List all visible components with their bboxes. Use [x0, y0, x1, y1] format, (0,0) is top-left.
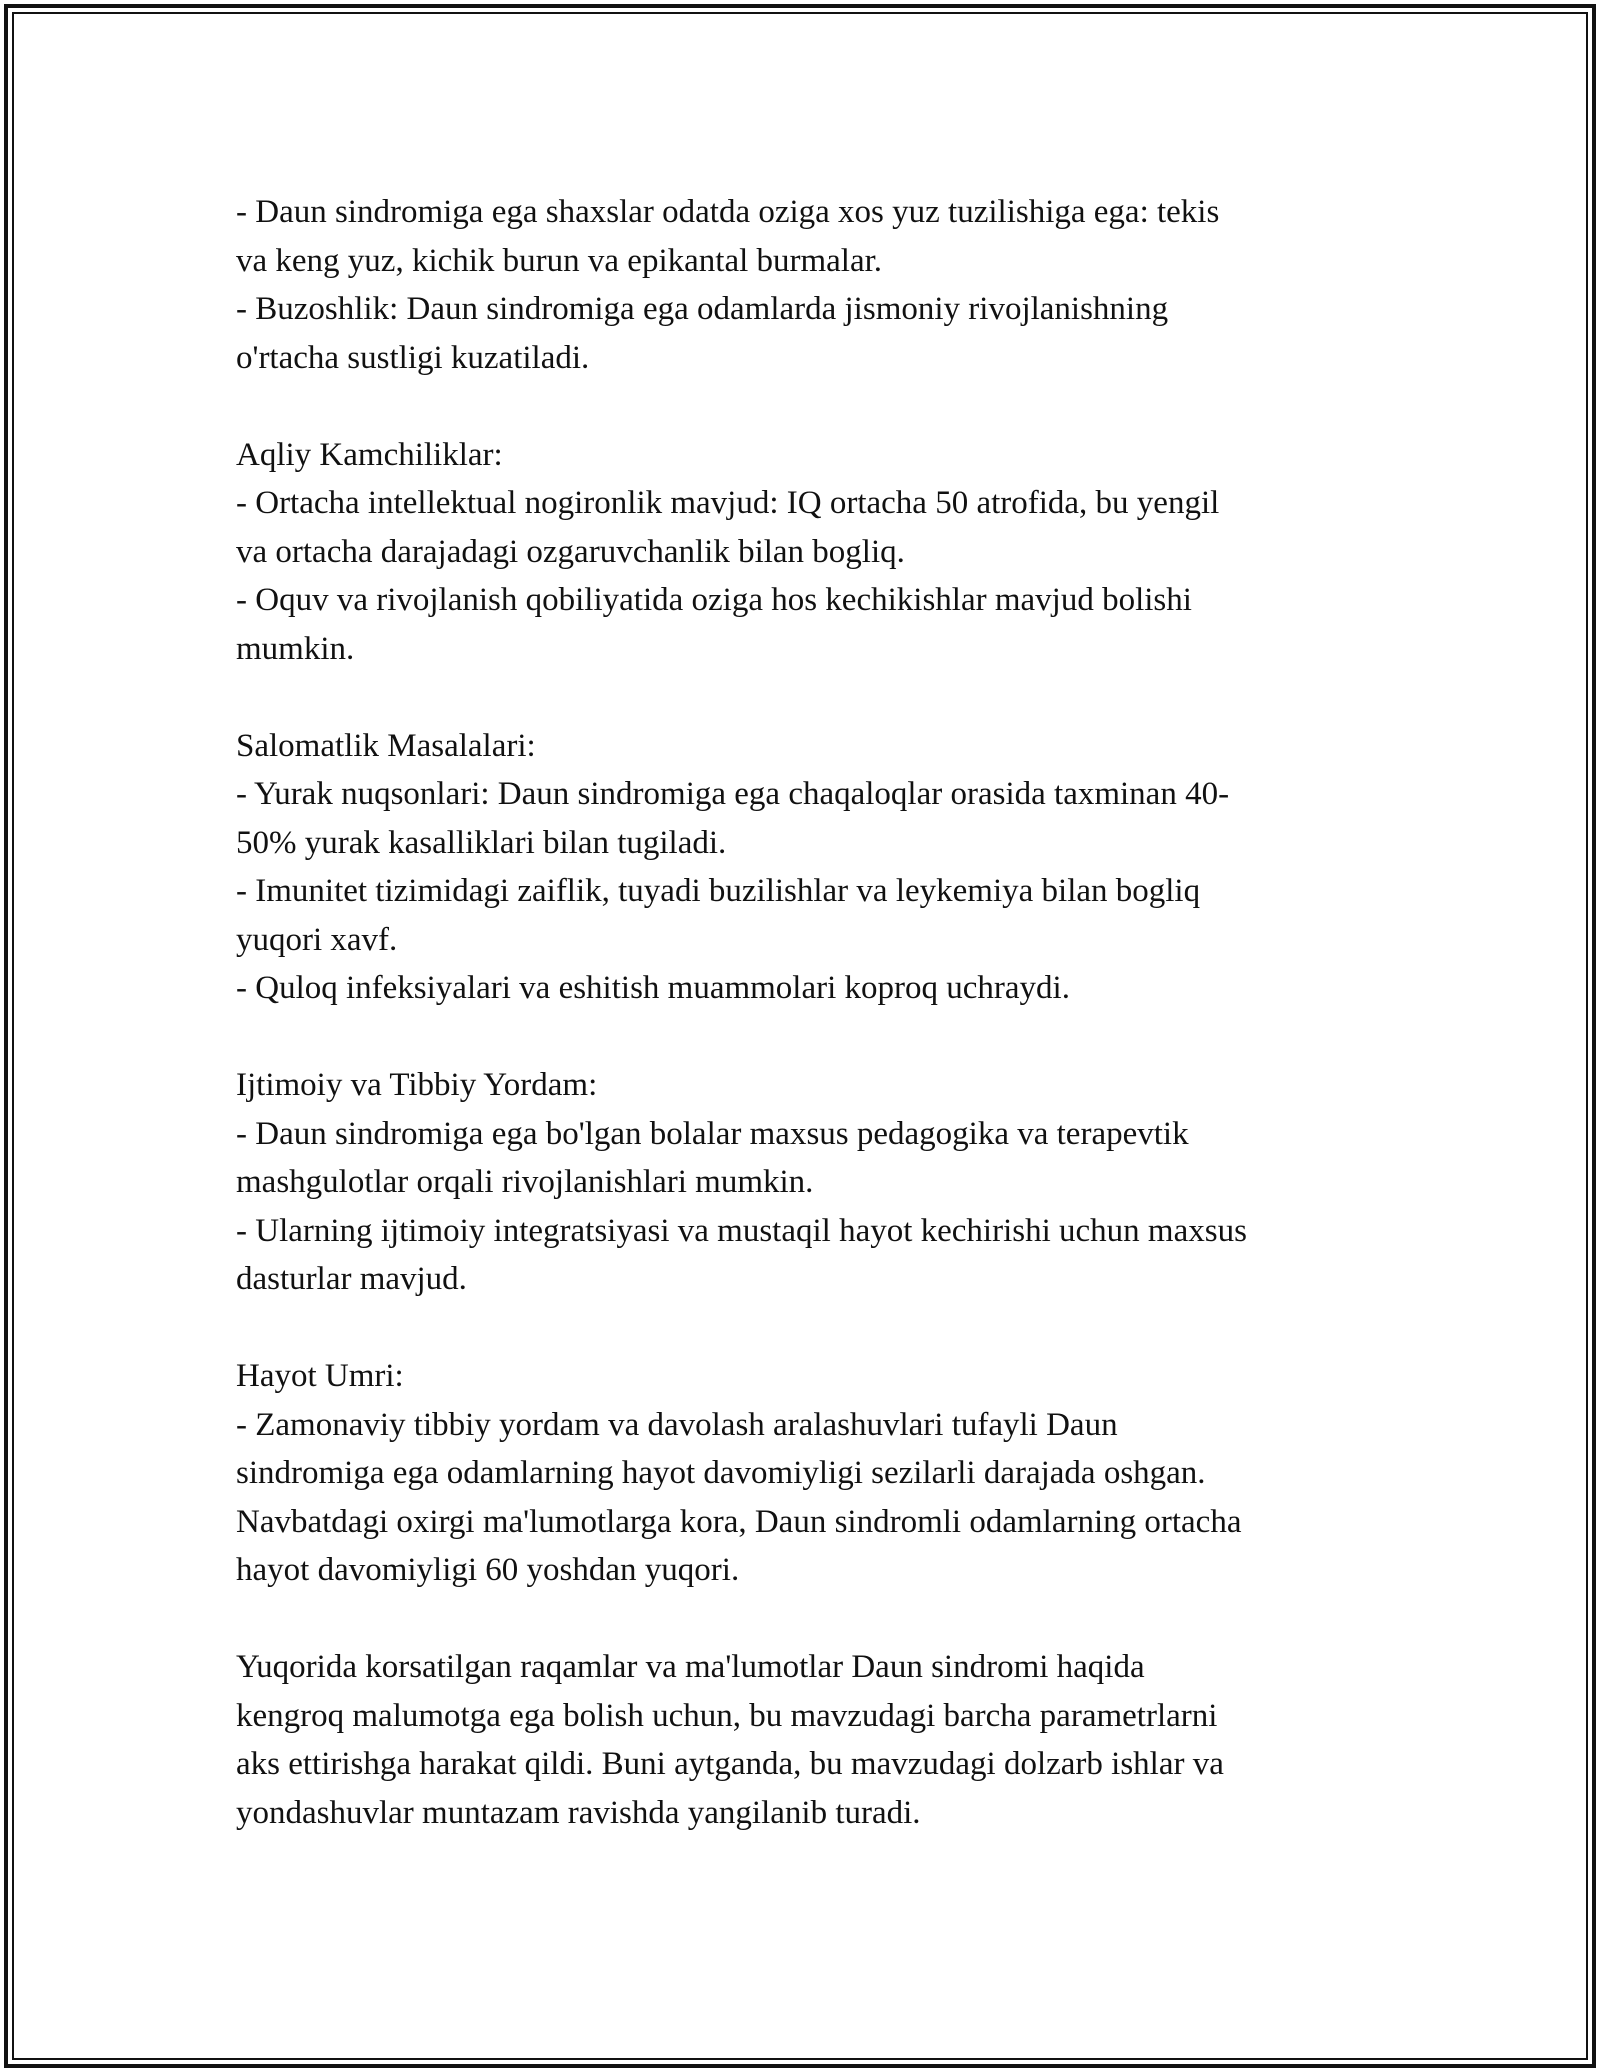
text-line: yondashuvlar muntazam ravishda yangilanib turadi. [236, 1794, 921, 1831]
section-conclusion [236, 1643, 1396, 1837]
paragraph-spacer [236, 382, 1396, 431]
text-line: - Oquv va rivojlanish qobiliyatida oziga hos kechikishlar mavjud bolishi [236, 582, 1192, 618]
text-line: - Ularning ijtimoiy integratsiyasi va mustaqil hayot kechirishi uchun maxsus [236, 1212, 1247, 1249]
text-line: dasturlar mavjud. [236, 1261, 467, 1297]
text-line: - Daun sindromiga ega bo'lgan bolalar maxsus pedagogika va terapevtik [236, 1115, 1189, 1152]
section-heading: Hayot Umri: [236, 1358, 404, 1394]
text-line: va keng yuz, kichik burun va epikantal burmalar. [236, 242, 883, 279]
section-aqliy-kamchiliklar [236, 431, 1396, 674]
section-heading: Aqliy Kamchiliklar: [236, 436, 503, 473]
text-line: yuqori xavf. [236, 921, 398, 958]
text-line: o'rtacha sustligi kuzatiladi. [236, 339, 590, 376]
section-heading: Ijtimoiy va Tibbiy Yordam: [236, 1067, 598, 1103]
text-line: mumkin. [236, 630, 355, 667]
paragraph-spacer [236, 1013, 1396, 1062]
text-line: sindromiga ega odamlarning hayot davomiyligi sezilarli darajada oshgan. [236, 1455, 1206, 1491]
text-line: kengroq malumotga ega bolish uchun, bu mavzudagi barcha parametrlarni [236, 1697, 1218, 1734]
paragraph-spacer [236, 1304, 1396, 1353]
section-intro [236, 188, 1396, 382]
paragraph-spacer [236, 1595, 1396, 1644]
text-line: - Imunitet tizimidagi zaiflik, tuyadi buzilishlar va leykemiya bilan bogliq [236, 873, 1201, 909]
document-body [236, 188, 1396, 1837]
paragraph-spacer [236, 673, 1396, 722]
text-line: - Quloq infeksiyalari va eshitish muammolari koproq uchraydi. [236, 970, 1070, 1006]
text-line: mashgulotlar orqali rivojlanishlari mumkin. [236, 1164, 814, 1200]
section-ijtimoiy-tibbiy-yordam [236, 1061, 1396, 1304]
text-line: Navbatdagi oxirgi ma'lumotlarga kora, Daun sindromli odamlarning ortacha [236, 1503, 1242, 1540]
text-line: va ortacha darajadagi ozgaruvchanlik bilan bogliq. [236, 533, 905, 570]
text-line: - Yurak nuqsonlari: Daun sindromiga ega chaqaloqlar orasida taxminan 40- [236, 776, 1230, 812]
text-line: - Buzoshlik: Daun sindromiga ega odamlarda jismoniy rivojlanishning [236, 291, 1169, 327]
text-line: hayot davomiyligi 60 yoshdan yuqori. [236, 1552, 740, 1588]
text-line: - Zamonaviy tibbiy yordam va davolash aralashuvlari tufayli Daun [236, 1406, 1118, 1443]
text-line: aks ettirishga harakat qildi. Buni aytganda, bu mavzudagi dolzarb ishlar va [236, 1746, 1224, 1782]
text-line: - Ortacha intellektual nogironlik mavjud: IQ ortacha 50 atrofida, bu yengil [236, 485, 1220, 521]
text-line: 50% yurak kasalliklari bilan tugiladi. [236, 824, 727, 861]
section-heading: Salomatlik Masalalari: [236, 727, 536, 764]
text-line: - Daun sindromiga ega shaxslar odatda oziga xos yuz tuzilishiga ega: tekis [236, 194, 1220, 230]
section-hayot-umri [236, 1352, 1396, 1595]
section-salomatlik-masalalari [236, 722, 1396, 1013]
text-line: Yuqorida korsatilgan raqamlar va ma'lumotlar Daun sindromi haqida [236, 1649, 1145, 1685]
